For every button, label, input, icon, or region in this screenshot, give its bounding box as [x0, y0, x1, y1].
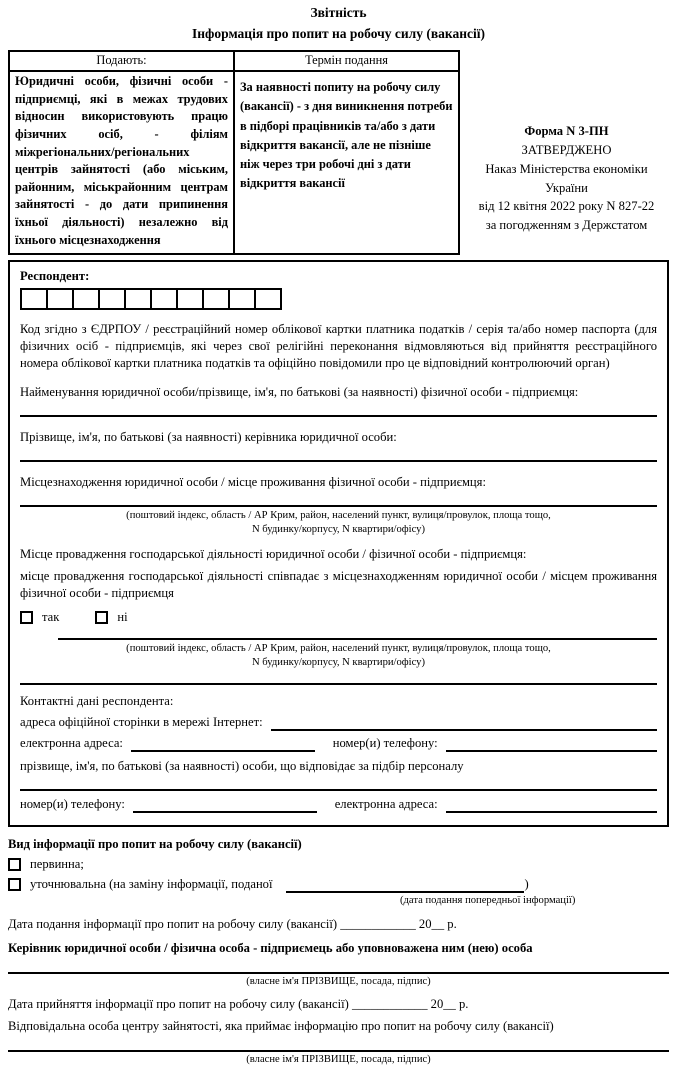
primary-checkbox[interactable]: [8, 858, 21, 871]
head-signature-label: Керівник юридичної особи / фізична особа - підприємець або уповноважена ним (нею) особа: [8, 940, 533, 955]
email-phone-row: [20, 735, 657, 752]
respondent-label: Респондент:: [20, 269, 90, 284]
approval-block: [460, 50, 669, 255]
code-note: Код згідно з ЄДРПОУ / реєстраційний номер облікової картки платника податків / серія та/або номер паспорта (для фізичних осіб - підприємців, які через свої релігійні переконання відмовляються від прийняття реєстраційного номера облікової картки платника податків та офіційно повідомили про це відповідний контролюючий орган): [20, 322, 657, 371]
acceptance-date-line: [8, 996, 669, 1013]
email-field[interactable]: [131, 738, 315, 752]
page-subtitle: Інформація про попит на робочу силу (вакансії): [192, 26, 485, 42]
edrpou-code-row: [20, 288, 657, 310]
phone-field[interactable]: [446, 738, 657, 752]
website-field[interactable]: [271, 717, 657, 731]
phone-label: номер(и) телефону:: [332, 736, 438, 751]
business-place-label: Місце провадження господарської діяльності юридичної особи / фізичної особи - підприємця:: [20, 546, 527, 561]
entity-name-label: Найменування юридичної особи/прізвище, ім'я, по батькові (за наявності) фізичної особи - підприємця:: [20, 385, 579, 400]
primary-option[interactable]: [8, 856, 669, 873]
phone2-label: номер(и) телефону:: [20, 797, 125, 812]
edrpou-code-cell[interactable]: [98, 288, 126, 310]
email2-field[interactable]: [446, 799, 657, 813]
acceptance-date-blank[interactable]: ____________: [351, 996, 428, 1011]
acceptance-date-label: Дата прийняття інформації про попит на робочу силу (вакансії): [8, 996, 349, 1011]
phone-email-row: [20, 796, 657, 813]
submission-date-blank[interactable]: ____________: [340, 916, 416, 931]
edrpou-code-cell[interactable]: [202, 288, 230, 310]
yes-option[interactable]: [20, 609, 59, 626]
head-name-field[interactable]: [20, 460, 657, 462]
phone2-field[interactable]: [133, 799, 317, 813]
agreement-label: за погодженням з Держстатом: [485, 218, 648, 233]
business-address-extra-field[interactable]: [20, 683, 657, 685]
address-hint-line2: N будинку/корпусу, N квартири/офісу): [251, 524, 425, 536]
business-address-hint-line2: N будинку/корпусу, N квартири/офісу): [251, 656, 425, 668]
submission-date-label: Дата подання інформації про попит на робочу силу (вакансії): [8, 916, 338, 931]
acceptance-year-blank[interactable]: 20__: [430, 996, 456, 1011]
yes-label: так: [42, 609, 60, 624]
location-field[interactable]: [20, 505, 657, 507]
page-title: Звітність: [310, 5, 367, 20]
business-address-field[interactable]: [58, 638, 657, 640]
submission-year-blank[interactable]: 20__: [418, 916, 445, 931]
submission-year-suffix: р.: [447, 916, 457, 931]
clarifying-close-paren: ): [524, 877, 529, 892]
email2-label: електронна адреса:: [334, 797, 438, 812]
head-signature-field[interactable]: [8, 972, 669, 974]
clarifying-label: уточнювальна (на заміну інформації, поданої: [30, 877, 273, 892]
responsible-signature-hint: (власне ім'я ПРІЗВИЩЕ, посада, підпис): [246, 1053, 431, 1065]
email-label: електронна адреса:: [20, 736, 123, 751]
submitters-cell: Юридичні особи, фізичні особи - підприємці, які в межах трудових відносин використовують працю фізичних осіб, - філіям міжрегіональних/регіональних центрів зайнятості (або міським, районним, міськрайонним центрам зайнятості - до дати припинення їхньої діяльності) незалежно від їхнього місцезнаходження: [9, 71, 234, 254]
business-address-hint-line1: (поштовий індекс, область / АР Крим, район, населений пункт, вулиця/провулок, площа тощо,: [126, 642, 551, 654]
submitters-header: Подають:: [9, 51, 234, 71]
edrpou-code-cell[interactable]: [124, 288, 152, 310]
coincide-label: місце провадження господарської діяльності співпадає з місцезнаходженням юридичної особи / місцем проживання фізичної особи - підприємця: [20, 568, 657, 600]
form-number: Форма N 3-ПН: [524, 123, 609, 138]
contacts-label: Контактні дані респондента:: [20, 694, 174, 709]
responsible-person-label: Відповідальна особа центру зайнятості, яка приймає інформацію про попит на робочу силу (вакансії): [8, 1018, 554, 1033]
website-row: [20, 714, 657, 731]
entity-name-field[interactable]: [20, 415, 657, 417]
info-type-section: [8, 836, 669, 1067]
clarifying-option[interactable]: [8, 876, 669, 893]
approved-label: ЗАТВЕРДЖЕНО: [521, 142, 612, 157]
previous-info-hint: (дата подання попередньої інформації): [400, 895, 576, 907]
hr-person-label: прізвище, ім'я, по батькові (за наявності) особи, що відповідає за підбір персоналу: [20, 759, 464, 774]
edrpou-code-cell[interactable]: [20, 288, 48, 310]
edrpou-code-cell[interactable]: [254, 288, 282, 310]
edrpou-code-cell[interactable]: [228, 288, 256, 310]
edrpou-code-cell[interactable]: [150, 288, 178, 310]
location-label: Місцезнаходження юридичної особи / місце проживання фізичної особи - підприємця:: [20, 475, 486, 490]
respondent-box: [8, 260, 669, 827]
term-cell: За наявності попиту на робочу силу (вакансії) - з дня виникнення потреби в підборі працівників та/або з дати відкриття вакансії, але не пізніше ніж через три робочі дні з дати відкриття вакансії: [234, 71, 459, 254]
clarifying-checkbox[interactable]: [8, 878, 21, 891]
top-section: [8, 50, 669, 255]
head-signature-hint: (власне ім'я ПРІЗВИЩЕ, посада, підпис): [246, 975, 431, 987]
submission-table: [8, 50, 460, 255]
no-label: ні: [117, 609, 128, 624]
hr-person-field[interactable]: [20, 789, 657, 791]
no-checkbox[interactable]: [95, 611, 108, 624]
acceptance-year-suffix: р.: [459, 996, 469, 1011]
previous-info-date-field[interactable]: [286, 881, 524, 893]
info-type-title: Вид інформації про попит на робочу силу (вакансії): [8, 837, 302, 852]
submission-date-line: [8, 916, 669, 933]
address-hint-line1: (поштовий індекс, область / АР Крим, район, населений пункт, вулиця/провулок, площа тощо,: [126, 510, 551, 522]
edrpou-code-cell[interactable]: [46, 288, 74, 310]
order-date: від 12 квітня 2022 року N 827-22: [478, 199, 655, 214]
primary-label: первинна;: [30, 857, 84, 872]
order-label: Наказ Міністерства економіки України: [485, 161, 648, 195]
yes-checkbox[interactable]: [20, 611, 33, 624]
responsible-signature-field[interactable]: [8, 1050, 669, 1052]
edrpou-code-cell[interactable]: [176, 288, 204, 310]
term-header: Термін подання: [234, 51, 459, 71]
no-option[interactable]: [95, 609, 127, 626]
head-name-label: Прізвище, ім'я, по батькові (за наявності) керівника юридичної особи:: [20, 430, 397, 445]
website-label: адреса офіційної сторінки в мережі Інтернет:: [20, 715, 263, 730]
edrpou-code-cell[interactable]: [72, 288, 100, 310]
coincide-choice-row: [20, 609, 657, 626]
